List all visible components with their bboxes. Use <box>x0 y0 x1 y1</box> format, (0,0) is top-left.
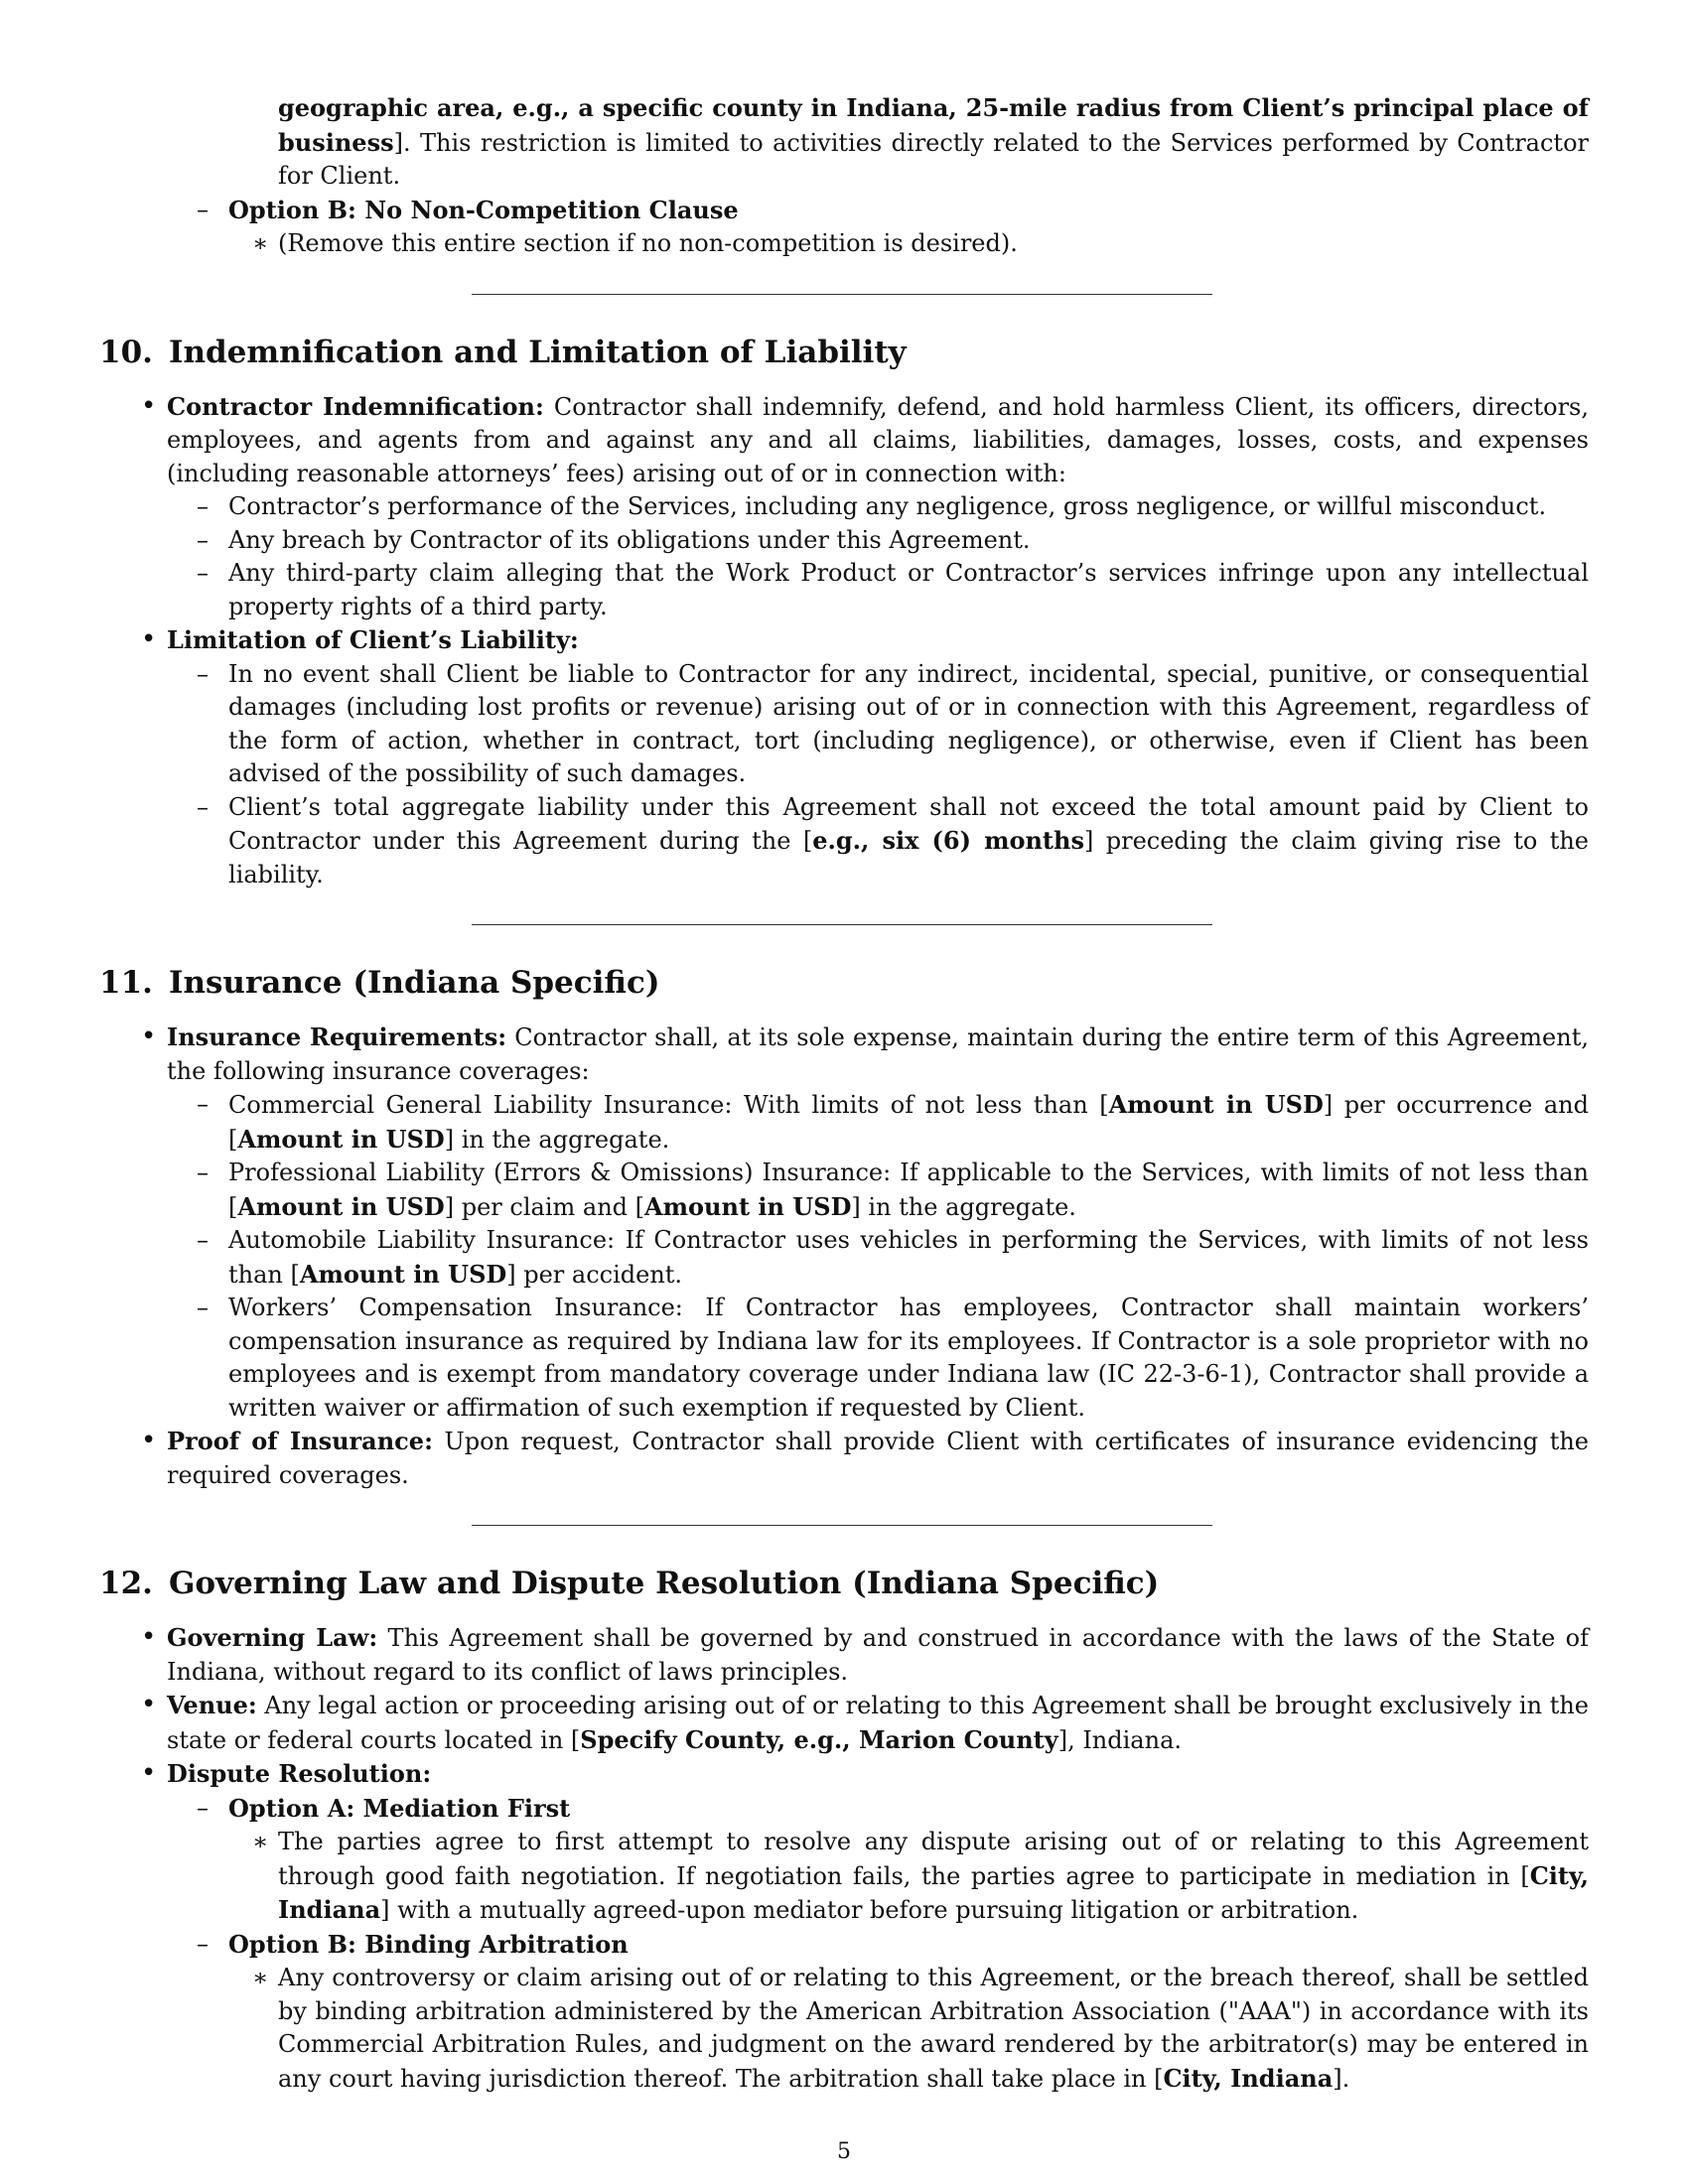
governing-law-item: • Governing Law: This Agreement shall be governed by and construed in accordance with the laws of the State of Indiana, without regard to its conflict of laws principles. <box>141 1622 1589 1686</box>
bullet-marker: • <box>141 1022 157 1051</box>
section-divider <box>472 924 1212 925</box>
bullet-marker: • <box>141 624 157 654</box>
list-item: – Any third-party claim alleging that the Work Product or Contractor’s services infringe upon any intellectual property rights of a third party. <box>197 559 1589 620</box>
dispute-option-b-text: ∗ Any controversy or claim arising out of or relating to this Agreement, or the breach thereof, shall be settled by binding arbitration administered by the American Arbitration Association ("AAA") in accordance with its Commercial Arbitration Rules, and judgment on the award rendered by the arbitrator(s) may be entered in any court having jurisdiction thereof. The arbitration shall take place in [City, Indiana]. <box>252 1964 1589 2093</box>
list-item: – Commercial General Liability Insurance: With limits of not less than [Amount in USD] per occurrence and [Amount in USD] in the aggregate. <box>197 1090 1589 1154</box>
list-item: – In no event shall Client be liable to Contractor for any indirect, incidental, special, punitive, or consequential damages (including lost profits or revenue) arising out of or in connection with this Agreement, regardless of the form of action, whether in contract, tort (including negligence), or otherwise, even if Client has been advised of the possibility of such damages. <box>197 659 1589 787</box>
dispute-option-a: – Option A: Mediation First <box>197 1793 571 1823</box>
noncompete-option-b: – Option B: No Non-Competition Clause <box>228 194 1589 228</box>
list-item: – Client’s total aggregate liability under this Agreement shall not exceed the total amount paid by Client to Contractor under this Agreement during the [e.g., six (6) months] preceding the claim giving rise to the liability. <box>197 792 1589 888</box>
list-item: – Automobile Liability Insurance: If Contractor uses vehicles in performing the Services, with limits of not less than [Amount in USD] per accident. <box>197 1226 1589 1289</box>
section-11-heading: 11. Insurance (Indiana Specific) <box>99 965 660 1001</box>
section-divider <box>472 1525 1212 1526</box>
page-number: 5 <box>837 2139 851 2164</box>
insurance-requirements-item: • Insurance Requirements: Contractor shall, at its sole expense, maintain during the entire term of this Agreement, the following insurance coverages: <box>141 1022 1589 1085</box>
venue-item: • Venue: Any legal action or proceeding arising out of or relating to this Agreement shall be brought exclusively in the state or federal courts located in [Specify County, e.g., Marion County], Indiana. <box>141 1690 1589 1754</box>
limitation-of-liability-item: • Limitation of Client’s Liability: <box>167 623 1589 658</box>
section-divider <box>472 294 1212 295</box>
proof-of-insurance-item: • Proof of Insurance: Upon request, Contractor shall provide Client with certificates of insurance evidencing the required coverages. <box>141 1426 1589 1489</box>
bullet-marker: • <box>141 1758 157 1788</box>
contractor-indemnification-item: • Contractor Indemnification: Contractor shall indemnify, defend, and hold harmless Client, its officers, directors, employees, and agents from and against any and all claims, liabilities, damages, losses, costs, and expenses (including reasonable attorneys’ fees) arising out of or in connection with: <box>141 390 1589 487</box>
bullet-marker: • <box>141 1690 157 1719</box>
dispute-option-a-text: ∗ The parties agree to first attempt to resolve any dispute arising out of or relating to this Agreement through good faith negotiation. If negotiation fails, the parties agree to participate in mediation in [City, Indiana] with a mutually agreed-upon mediator before pursuing litigation or arbitration. <box>252 1828 1589 1924</box>
dispute-option-b: – Option B: Binding Arbitration <box>197 1929 629 1959</box>
list-item: – Contractor’s performance of the Services, including any negligence, gross negligence, or willful misconduct. <box>197 492 1547 520</box>
asterisk-marker: ∗ <box>252 229 269 257</box>
list-item: – Any breach by Contractor of its obligations under this Agreement. <box>197 525 1031 554</box>
dispute-resolution-item: • Dispute Resolution: <box>167 1757 1589 1792</box>
noncompete-option-a-continuation: geographic area, e.g., a specific county in Indiana, 25-mile radius from Client’s principal place of business]. This restriction is limited to activities directly related to the Services performed by Contractor for Client. <box>278 93 1589 190</box>
section-12-heading: 12. Governing Law and Dispute Resolution (Indiana Specific) <box>99 1566 1160 1601</box>
list-item: – Workers’ Compensation Insurance: If Contractor has employees, Contractor shall maintain workers’ compensation insurance as required by Indiana law for its employees. If Contractor is a sole proprietor with no employees and is exempt from mandatory coverage under Indiana law (IC 22-3-6-1), Contractor shall provide a written waiver or affirmation of such exemption if requested by Client. <box>197 1294 1589 1422</box>
dash-marker: – <box>197 195 209 223</box>
document-page <box>99 91 1589 2096</box>
section-10-heading: 10. Indemnification and Limitation of Liability <box>99 334 907 370</box>
list-item: – Professional Liability (Errors & Omissions) Insurance: If applicable to the Services, with limits of not less than [Amount in USD] per claim and [Amount in USD] in the aggregate. <box>197 1159 1589 1221</box>
geographic-area-placeholder: geographic area, e.g., a specific county in Indiana, 25-mile radius from Client’s principal place of business <box>278 93 1589 157</box>
bullet-marker: • <box>141 390 157 421</box>
bullet-marker: • <box>141 1622 157 1652</box>
noncompete-option-b-text: ∗ (Remove this entire section if no non-competition is desired). <box>278 227 1589 261</box>
bullet-marker: • <box>141 1426 157 1455</box>
